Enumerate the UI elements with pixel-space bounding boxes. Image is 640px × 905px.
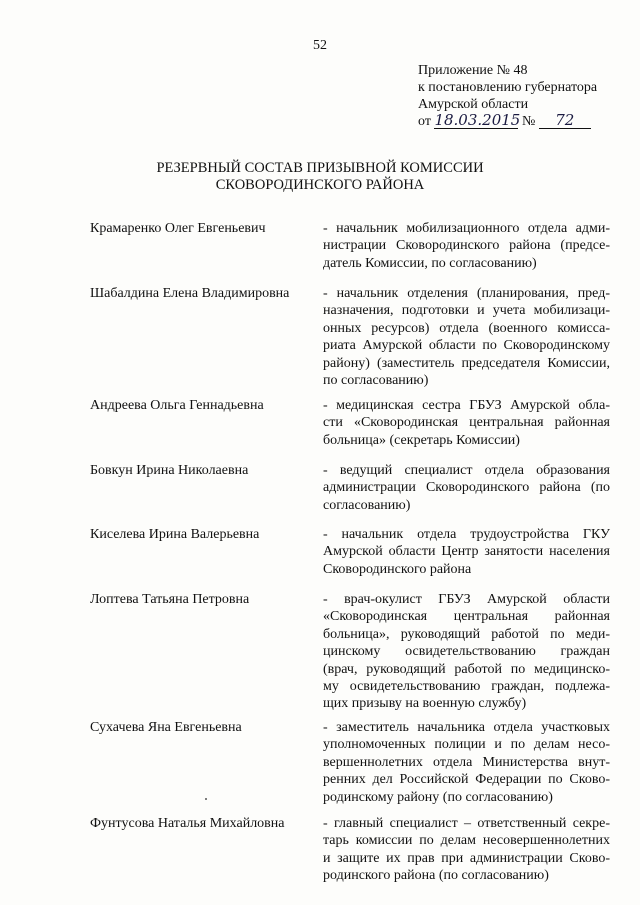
member-role-line: му освидетельствованию граждан, подлежа-	[323, 679, 610, 695]
member-role-line: - главный специалист – ответственный секре-	[323, 816, 610, 831]
member-role-line: вершеннолетних отдела Министерства внут-	[323, 754, 610, 770]
handwritten-number: 72	[539, 113, 591, 129]
member-name: Фунтусова Наталья Михайловна	[90, 816, 285, 831]
member-role-line: «Сковородинская центральная районная	[323, 609, 610, 625]
member-name: Бовкун Ирина Николаевна	[90, 463, 249, 478]
member-role	[323, 815, 610, 885]
member-role-line: - медицинская сестра ГБУЗ Амурской обла-	[323, 398, 610, 413]
member-role-line: родинского района (по согласованию)	[323, 868, 549, 884]
member-role	[323, 397, 610, 449]
appendix-decree-ref: к постановлению губернатора	[418, 80, 598, 95]
member-role-line: Сковородинского района	[323, 561, 472, 577]
member-role-line: району) (заместитель председателя Комиссии,	[323, 355, 610, 371]
handwritten-date: 18.03.2015	[434, 111, 521, 129]
member-role	[323, 526, 610, 578]
member-role-line: - врач-окулист ГБУЗ Амурской области	[323, 592, 610, 607]
appendix-header	[418, 62, 618, 130]
member-role-line: сти «Сковородинская центральная районная	[323, 415, 610, 431]
member-role-line: родинскому району (по согласованию)	[323, 789, 553, 805]
member-role-line: Амурской области Центр занятости населения	[323, 544, 610, 560]
appendix-date-number	[418, 113, 618, 130]
member-role-line: риата Амурской области по Сковородинскому	[323, 338, 610, 354]
member-role-line: - заместитель начальника отдела участковых	[323, 720, 610, 735]
member-role-line: ренних дел Российской Федерации по Сково-	[323, 772, 610, 788]
member-name: Киселева Ирина Валерьевна	[90, 527, 260, 542]
member-role-line: (врач, руководящий работой по медицинско-	[323, 661, 610, 677]
member-name: Шабалдина Елена Владимировна	[90, 286, 290, 301]
member-role-line: назначения, подготовки и учета мобилизаци-	[323, 303, 610, 319]
member-role-line: по согласованию)	[323, 373, 429, 389]
document-title	[0, 160, 640, 194]
member-role-line: нистрации Сковородинского района (предсе-	[323, 238, 610, 254]
member-role-line: согласованию)	[323, 497, 411, 513]
member-role	[323, 719, 610, 806]
member-role-line: больница» (секретарь Комиссии)	[323, 432, 520, 448]
title-line-1: РЕЗЕРВНЫЙ СОСТАВ ПРИЗЫВНОЙ КОМИССИИ	[156, 160, 484, 176]
member-role-line: тарь комиссии по делам несовершеннолетних	[323, 833, 610, 849]
member-name: Сухачева Яна Евгеньевна	[90, 720, 242, 735]
page-number: 52	[313, 38, 327, 53]
member-name: Лоптева Татьяна Петровна	[90, 592, 250, 607]
appendix-number: Приложение № 48	[418, 63, 528, 78]
scan-speck	[205, 798, 207, 800]
member-role-line: цинскому освидетельствованию граждан	[323, 644, 610, 660]
member-role	[323, 220, 610, 272]
member-role-line: уполномоченных полиции и по делам несо-	[323, 737, 610, 753]
member-role	[323, 285, 610, 389]
member-role-line: - начальник отдела трудоустройства ГКУ	[323, 527, 610, 542]
number-prefix: №	[521, 114, 536, 129]
member-role-line: и защите их прав при администрации Сково-	[323, 850, 610, 866]
member-name: Крамаренко Олег Евгеньевич	[90, 221, 266, 236]
title-line-2: СКОВОРОДИНСКОГО РАЙОНА	[215, 177, 425, 193]
member-role	[323, 462, 610, 514]
member-name: Андреева Ольга Геннадьевна	[90, 398, 264, 413]
date-prefix: от	[418, 114, 431, 129]
member-role-line: - ведущий специалист отдела образования	[323, 463, 610, 478]
member-role-line: щих призыву на военную службу)	[323, 696, 527, 712]
member-role-line: - начальник отделения (планирования, пред-	[323, 286, 610, 301]
member-role	[323, 591, 610, 713]
member-role-line: администрации Сковородинского района (по	[323, 480, 610, 496]
member-role-line: больница», руководящий работой по меди-	[323, 626, 610, 642]
appendix-region: Амурской области	[418, 97, 529, 112]
member-role-line: - начальник мобилизационного отдела адми-	[323, 221, 610, 236]
member-role-line: датель Комиссии, по согласованию)	[323, 255, 537, 271]
member-role-line: онных ресурсов) отдела (военного комисса-	[323, 320, 610, 336]
